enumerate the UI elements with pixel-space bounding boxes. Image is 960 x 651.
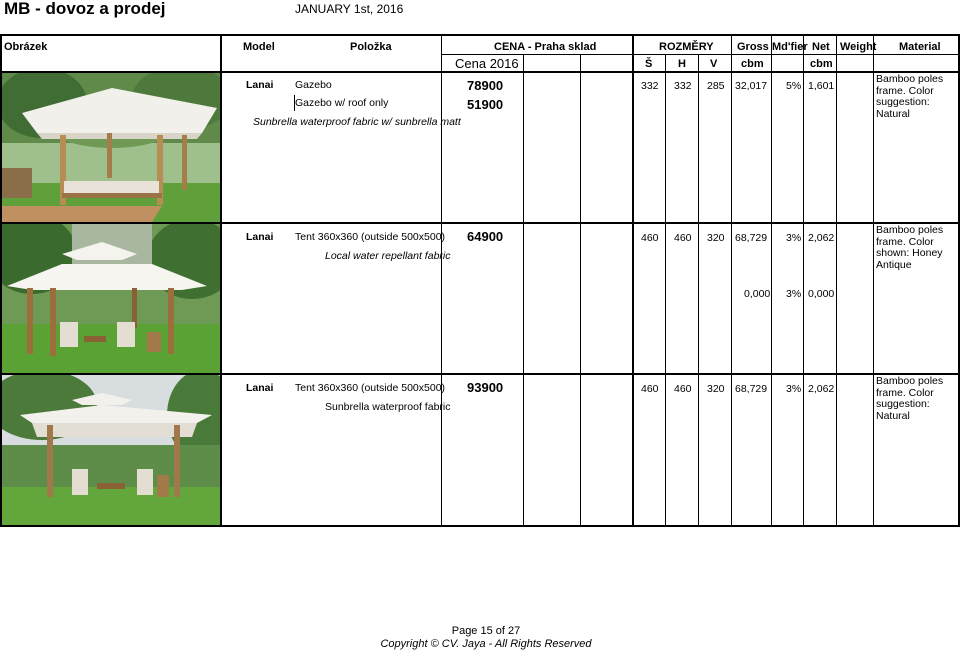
row2-gross: 68,729 [735, 232, 768, 244]
row3-modifier: 3% [786, 383, 802, 395]
row3-price: 93900 [467, 380, 504, 395]
row3-item: Tent 360x360 (outside 500x500) [295, 382, 446, 394]
col-gross: Gross [737, 41, 769, 53]
row2-modifier-b: 3% [786, 288, 802, 300]
row1-v: 285 [707, 80, 725, 92]
document-title: MB - dovoz a prodej [4, 0, 166, 18]
row1-modifier: 5% [786, 80, 802, 92]
row3-gross: 68,729 [735, 383, 768, 395]
row1-note: Sunbrella waterproof fabric w/ sunbrella matt [253, 116, 461, 128]
row2-model: Lanai [246, 231, 274, 243]
col-gross-sub: cbm [741, 58, 764, 70]
col-modifier: Md'fier [772, 41, 808, 53]
col-net: Net [812, 41, 830, 53]
tent-photo [2, 224, 220, 373]
row2-v: 320 [707, 232, 725, 244]
col-dimensions: ROZMĚRY [659, 41, 714, 53]
col-net-sub: cbm [810, 58, 833, 70]
row3-h: 460 [674, 383, 692, 395]
row3-note: Sunbrella waterproof fabric [325, 401, 451, 413]
col-material: Material [899, 41, 941, 53]
row2-net-b: 0,000 [808, 288, 835, 300]
row1-net: 1,601 [808, 80, 835, 92]
row3-s: 460 [641, 383, 659, 395]
col-picture: Obrázek [4, 41, 48, 53]
page-number: Page 15 of 27 [451, 625, 521, 637]
col-s: Š [645, 58, 653, 70]
col-v: V [710, 58, 718, 70]
row1-model: Lanai [246, 79, 274, 91]
row3-net: 2,062 [808, 383, 835, 395]
gazebo-photo [2, 73, 220, 222]
row2-h: 460 [674, 232, 692, 244]
col-price: CENA - Praha sklad [494, 41, 597, 53]
row1-item: Gazebo [295, 79, 332, 91]
col-weight: Weight [840, 41, 877, 53]
col-model: Model [243, 41, 275, 53]
row1-price2: 51900 [467, 97, 504, 112]
row1-item2: Gazebo w/ roof only [295, 97, 389, 109]
row2-price: 64900 [467, 229, 504, 244]
copyright: Copyright © CV. Jaya - All Rights Reserved [380, 638, 592, 650]
row2-net: 2,062 [808, 232, 835, 244]
row1-h: 332 [674, 80, 692, 92]
row2-gross-b: 0,000 [744, 288, 771, 300]
row2-s: 460 [641, 232, 659, 244]
row2-item: Tent 360x360 (outside 500x500) [295, 231, 446, 243]
row2-modifier: 3% [786, 232, 802, 244]
row2-note: Local water repellant fabric [325, 250, 451, 262]
row1-gross: 32,017 [735, 80, 768, 92]
document-date: JANUARY 1st, 2016 [295, 2, 404, 16]
row1-material: Bamboo poles frame. Color suggestion: Natural [876, 73, 944, 120]
row3-v: 320 [707, 383, 725, 395]
row2-material: Bamboo poles frame. Color shown: Honey Antique [876, 224, 944, 271]
col-price-sub: Cena 2016 [455, 56, 519, 71]
col-h: H [678, 58, 686, 70]
row3-material: Bamboo poles frame. Color suggestion: Natural [876, 375, 944, 422]
row1-price: 78900 [467, 78, 504, 93]
col-item: Položka [350, 41, 392, 53]
row1-s: 332 [641, 80, 659, 92]
row3-model: Lanai [246, 382, 274, 394]
tent-sunbrella-photo [2, 375, 220, 525]
